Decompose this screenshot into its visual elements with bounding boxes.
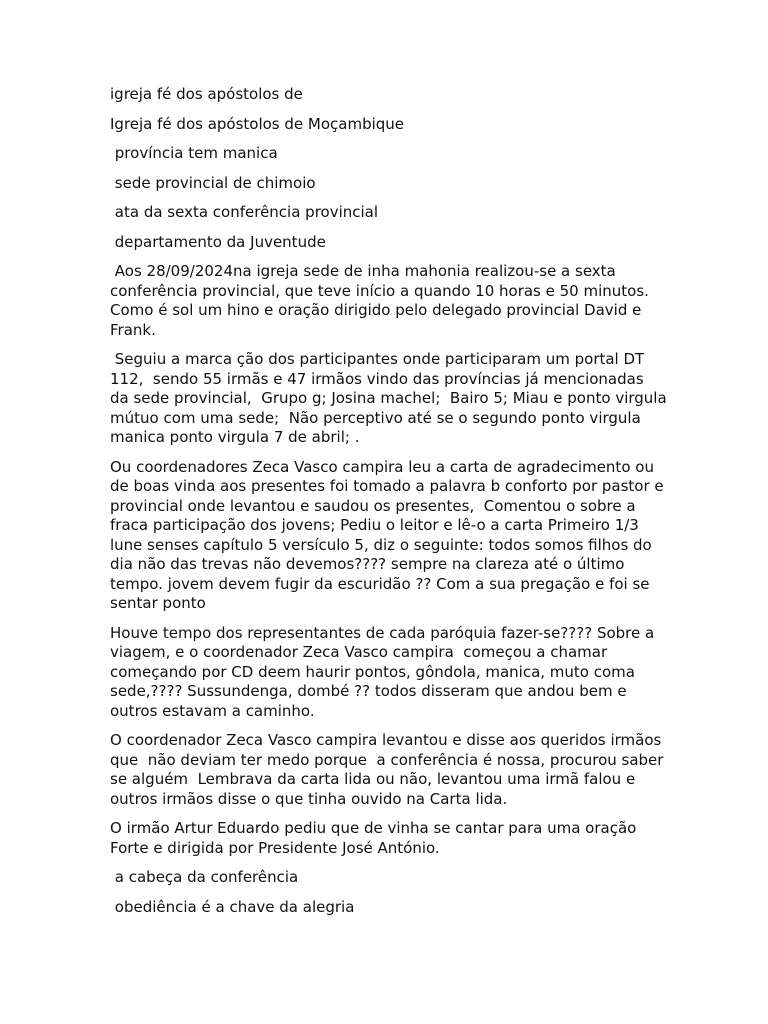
doc-heading-line-4: sede provincial de chimoio (110, 173, 316, 192)
doc-heading-line-6: departamento da Juventude (110, 232, 326, 251)
doc-paragraph-opening: Aos 28/09/2024na igreja sede de inha mahonia realizou-se a sexta conferência provincial, que teve início a quando 10 horas e 50 minutos. Como é sol um hino e oração dirigido pelo delegado provincial David e Frank. (110, 262, 659, 339)
doc-heading-line-2: Igreja fé dos apóstolos de Moçambique (110, 114, 405, 133)
doc-paragraph-coordinator-letter: Ou coordenadores Zeca Vasco campira leu a carta de agradecimento ou de boas vinda aos presentes foi tomado a palavra b conforto por pastor e provincial onde levantou e saudou os presentes, Comentou o sobre a fraca participação dos jovens; Pediu o leitor e lê-o a carta Primeiro 1/3 lune senses capítulo 5 versículo 5, diz o seguinte: todos somos filhos do dia não das trevas não devemos???? sempre na clareza até o último tempo. jovem devem fugir da escuridão ?? Com a sua pregação e foi se sentar ponto (110, 457, 669, 612)
doc-paragraph-coordinator-speech: O coordenador Zeca Vasco campira levantou e disse aos queridos irmãos que não deviam ter medo porque a conferência é nossa, procurou saber se alguém Lembrava da carta lida ou não, levantou uma irmã falou e outros irmãos disse o que tinha ouvido na Carta lida. (110, 731, 669, 808)
doc-paragraph-representatives: Houve tempo dos representantes de cada paróquia fazer-se???? Sobre a viagem, e o coordenador Zeca Vasco campira começou a chamar começando por CD deem haurir pontos, gôndola, manica, muto coma sede,???? Sussundenga, dombé ?? todos disseram que andou bem e outros estavam a caminho. (110, 623, 659, 720)
doc-heading-line-1: igreja fé dos apóstolos de (110, 85, 303, 103)
doc-paragraph-participants: Seguiu a marca ção dos participantes onde participaram um portal DT 112, sendo 55 irmãs e 47 irmãos vindo das províncias já mencionadas da sede provincial, Grupo g; Josina machel; Bairo 5; Miau e ponto virgula mútuo com uma sede; Não perceptivo até se o segundo ponto virgula manica ponto virgula 7 de abril; . (110, 350, 672, 446)
doc-paragraph-prayer: O irmão Artur Eduardo pediu que de vinha se cantar para uma oração Forte e dirigida por Presidente José António. (110, 819, 642, 857)
doc-line-obedience: obediência é a chave da alegria (110, 897, 355, 916)
doc-heading-line-5: ata da sexta conferência provincial (110, 203, 379, 221)
doc-heading-line-3: província tem manica (110, 144, 278, 162)
document-page (110, 85, 670, 927)
doc-line-conference-head: a cabeça da conferência (110, 868, 299, 886)
